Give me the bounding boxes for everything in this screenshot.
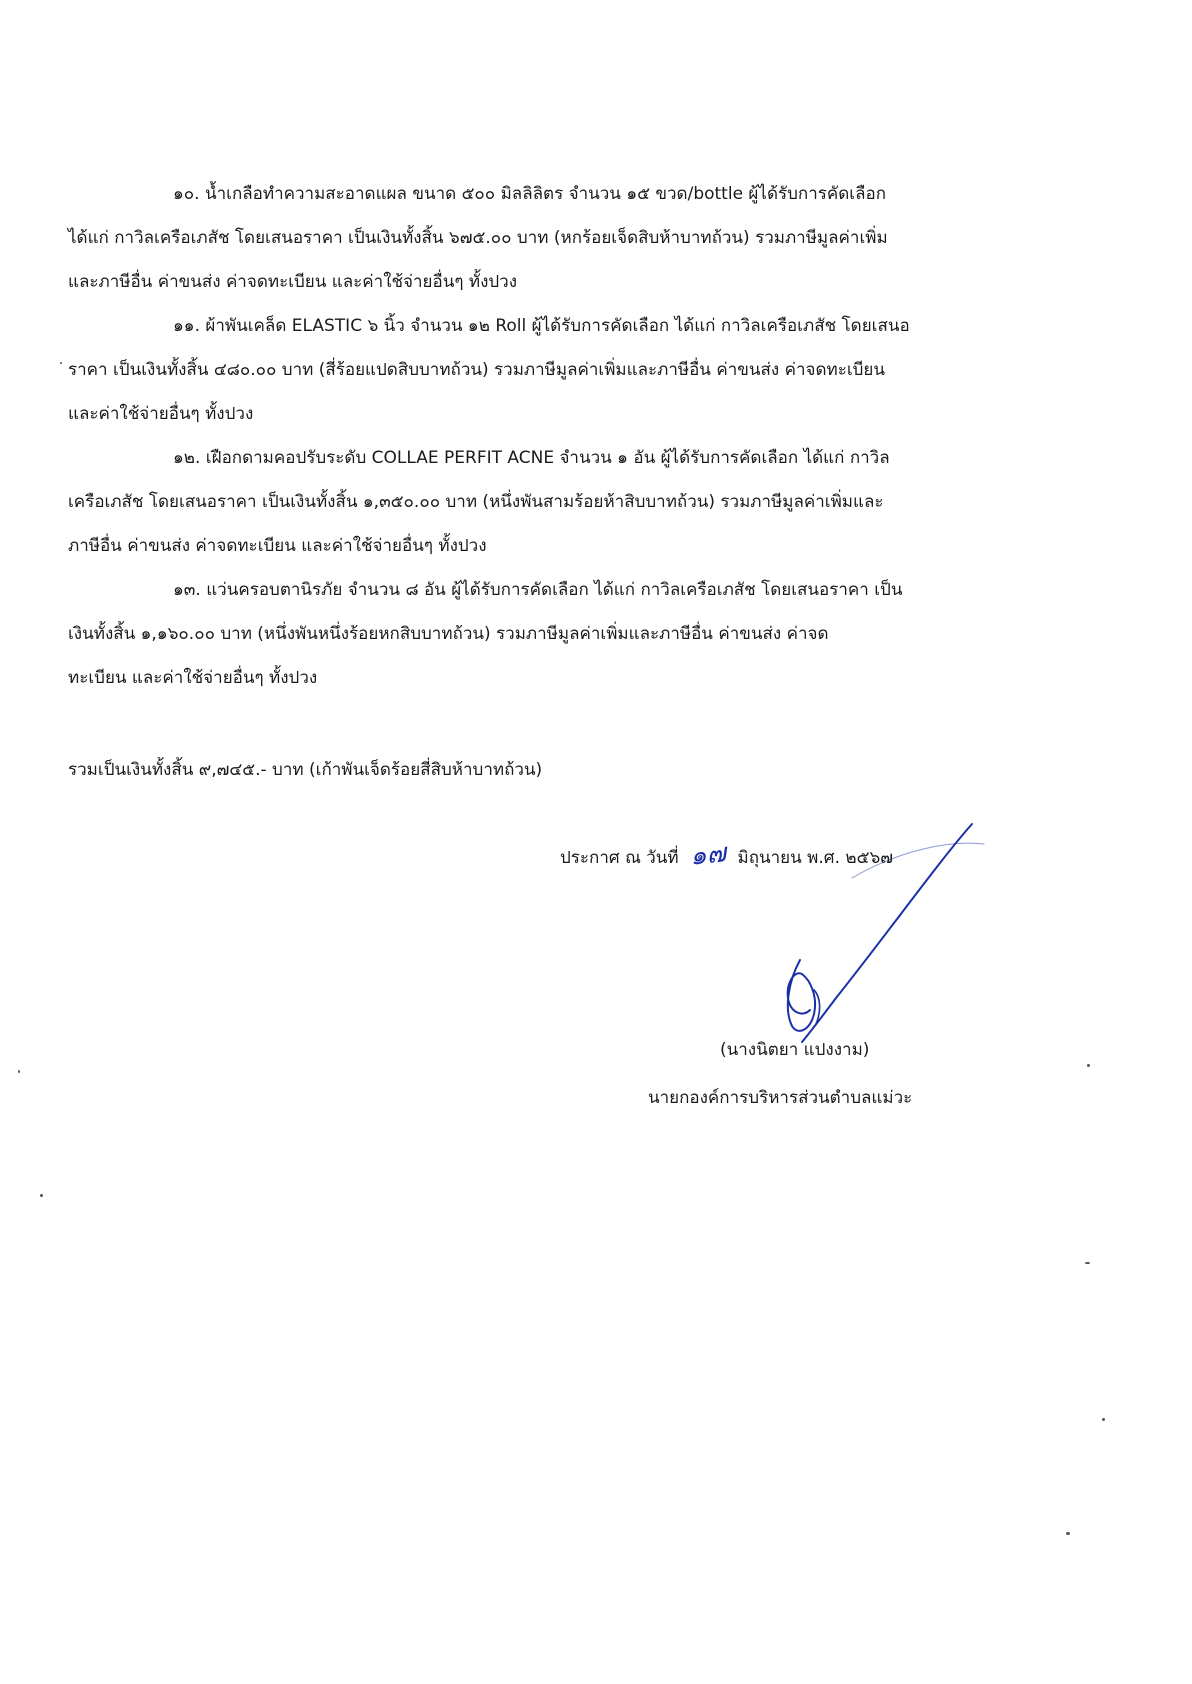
signatory-name: (นางนิตยา แปงงาม)	[720, 1040, 870, 1060]
item-12-line-2: เครือเภสัช โดยเสนอราคา เป็นเงินทั้งสิ้น ๑,๓๕๐.๐๐ บาท (หนึ่งพันสามร้อยห้าสิบบาทถ้วน) รวมภาษีมูลค่าเพิ่มและ	[68, 492, 884, 512]
scan-speck	[1102, 1418, 1105, 1421]
item-11-line-2: ราคา เป็นเงินทั้งสิ้น ๔๘๐.๐๐ บาท (สี่ร้อยแปดสิบบาทถ้วน) รวมภาษีมูลค่าเพิ่มและภาษีอื่น ค่าขนส่ง ค่าจดทะเบียน	[68, 360, 886, 380]
item-13-paragraph	[68, 568, 1028, 700]
scan-speck	[40, 1194, 43, 1197]
item-10-paragraph	[68, 172, 1028, 304]
item-11-paragraph	[68, 304, 1028, 436]
item-10-line-3: และภาษีอื่น ค่าขนส่ง ค่าจดทะเบียน และค่าใช้จ่ายอื่นๆ ทั้งปวง	[68, 272, 518, 292]
grand-total: รวมเป็นเงินทั้งสิ้น ๙,๗๔๕.- บาท (เก้าพันเจ็ดร้อยสี่สิบห้าบาทถ้วน)	[68, 760, 543, 780]
item-10-line-1: ๑๐. น้ำเกลือทำความสะอาดแผล ขนาด ๕๐๐ มิลลิลิตร จำนวน ๑๕ ขวด/bottle ผู้ได้รับการคัดเลือก	[173, 184, 887, 204]
signatory-title: นายกองค์การบริหารส่วนตำบลแม่วะ	[648, 1088, 913, 1108]
scan-speck	[60, 362, 62, 364]
item-13-line-1: ๑๓. แว่นครอบตานิรภัย จำนวน ๘ อัน ผู้ได้รับการคัดเลือก ได้แก่ กาวิลเครือเภสัช โดยเสนอราคา เป็น	[173, 580, 903, 600]
item-11-line-1: ๑๑. ผ้าพันเคล็ด ELASTIC ๖ นิ้ว จำนวน ๑๒ Roll ผู้ได้รับการคัดเลือก ได้แก่ กาวิลเครือเภสัช โดยเสนอ	[173, 316, 910, 336]
handwritten-day: ๑๗	[688, 838, 728, 872]
item-12-line-1: ๑๒. เฝือกดามคอปรับระดับ COLLAE PERFIT ACNE จำนวน ๑ อัน ผู้ได้รับการคัดเลือก ได้แก่ กาวิล	[173, 448, 890, 468]
announcement-prefix: ประกาศ ณ วันที่	[560, 848, 679, 868]
item-10-line-2: ได้แก่ กาวิลเครือเภสัช โดยเสนอราคา เป็นเงินทั้งสิ้น ๖๗๕.๐๐ บาท (หกร้อยเจ็ดสิบห้าบาทถ้วน) รวมภาษีมูลค่าเพิ่ม	[68, 228, 888, 248]
item-13-line-2: เงินทั้งสิ้น ๑,๑๖๐.๐๐ บาท (หนึ่งพันหนึ่งร้อยหกสิบบาทถ้วน) รวมภาษีมูลค่าเพิ่มและภาษีอื่น ค่าขนส่ง ค่าจด	[68, 624, 829, 644]
scan-speck	[1066, 1532, 1070, 1535]
item-12-line-3: ภาษีอื่น ค่าขนส่ง ค่าจดทะเบียน และค่าใช้จ่ายอื่นๆ ทั้งปวง	[68, 536, 487, 556]
item-13-line-3: ทะเบียน และค่าใช้จ่ายอื่นๆ ทั้งปวง	[68, 668, 318, 688]
item-11-line-3: และค่าใช้จ่ายอื่นๆ ทั้งปวง	[68, 404, 254, 424]
item-12-paragraph	[68, 436, 1028, 568]
scan-speck	[18, 1070, 20, 1073]
handwritten-signature	[737, 820, 1000, 1060]
scan-speck	[1085, 1262, 1090, 1264]
scan-speck	[1087, 1064, 1090, 1067]
announcement-month-year: มิถุนายน พ.ศ. ๒๕๖๗	[737, 848, 894, 868]
